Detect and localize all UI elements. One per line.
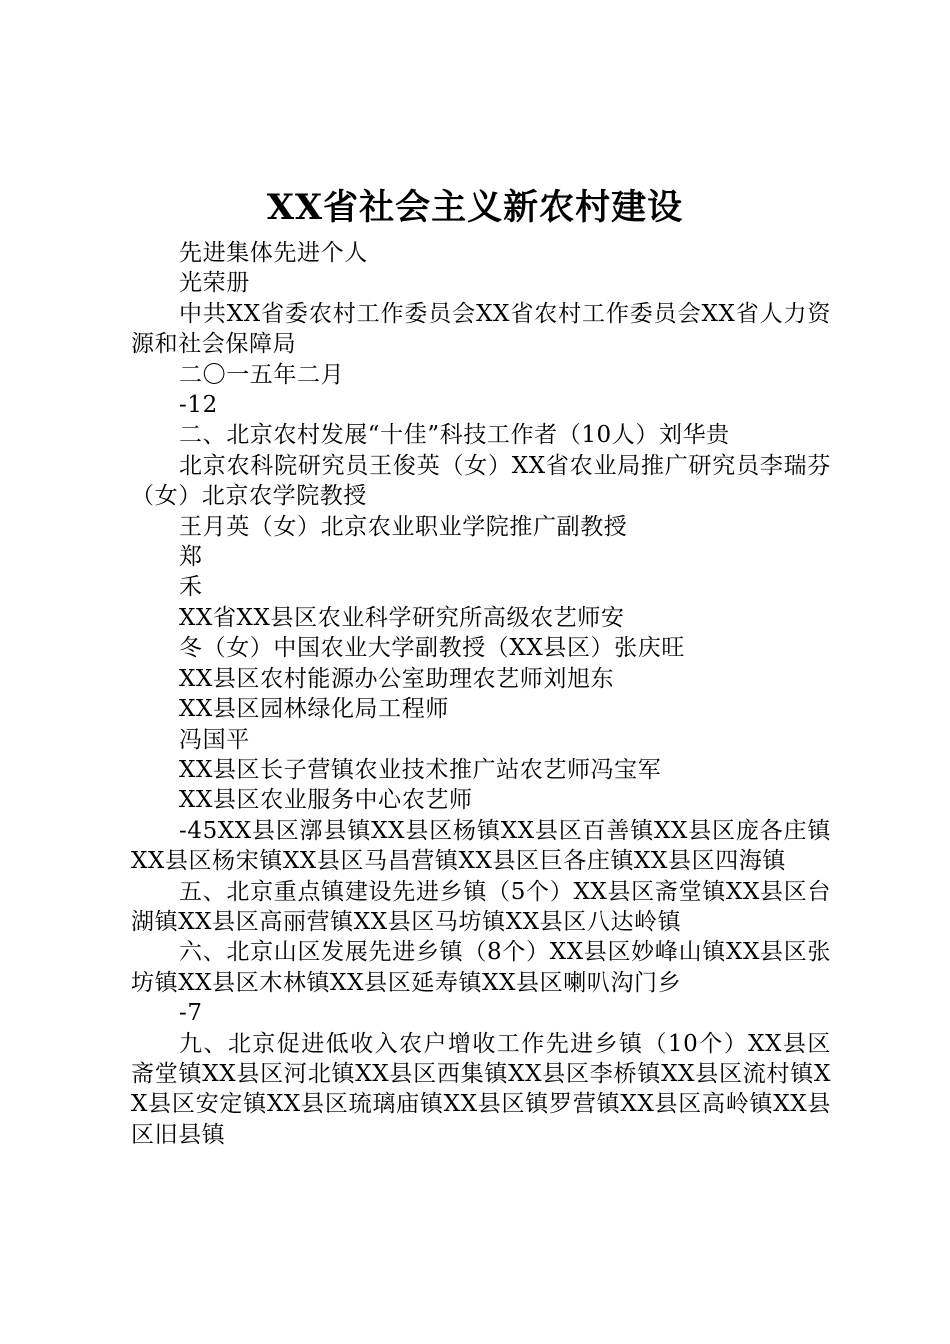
paragraph: 中共XX省委农村工作委员会XX省农村工作委员会XX省人力资源和社会保障局 (131, 300, 831, 358)
paragraph: -45XX县区漷县镇XX县区杨镇XX县区百善镇XX县区庞各庄镇XX县区杨宋镇XX县区马昌营镇XX县区巨各庄镇XX县区四海镇 (131, 817, 831, 875)
paragraph: 九、北京促进低收入农户增收工作先进乡镇（10个）XX县区斋堂镇XX县区河北镇XX县区西集镇XX县区李桥镇XX县区流村镇XX县区安定镇XX县区琉璃庙镇XX县区镇罗营镇XX县区高岭镇XX县区旧县镇 (131, 1030, 831, 1148)
paragraph: XX县区长子营镇农业技术推广站农艺师冯宝军 (179, 756, 662, 783)
paragraph: 北京农科院研究员王俊英（女）XX省农业局推广研究员李瑞芬（女）北京农学院教授 (131, 452, 831, 510)
document-body (131, 238, 831, 1150)
paragraph: 郑 (179, 544, 203, 571)
paragraph: 先进集体先进个人 (179, 240, 368, 266)
paragraph: 六、北京山区发展先进乡镇（8个）XX县区妙峰山镇XX县区张坊镇XX县区木林镇XX县区延寿镇XX县区喇叭沟门乡 (131, 939, 831, 996)
paragraph: 二〇一五年二月 (179, 361, 345, 388)
paragraph: XX县区农村能源办公室助理农艺师刘旭东 (179, 665, 615, 692)
paragraph: XX省XX县区农业科学研究所高级农艺师安 (179, 604, 625, 631)
paragraph: -7 (179, 1000, 203, 1027)
paragraph: 二、北京农村发展“十佳”科技工作者（10人）刘华贵 (179, 422, 730, 449)
document-title: XX省社会主义新农村建设 (266, 187, 684, 228)
paragraph: XX县区园林绿化局工程师 (179, 696, 449, 723)
paragraph: 禾 (179, 574, 203, 601)
paragraph: 五、北京重点镇建设先进乡镇（5个）XX县区斋堂镇XX县区台湖镇XX县区高丽营镇XX县区马坊镇XX县区八达岭镇 (131, 878, 831, 935)
paragraph: -12 (179, 392, 218, 419)
paragraph: 光荣册 (179, 270, 250, 297)
paragraph: 王月英（女）北京农业职业学院推广副教授 (179, 513, 628, 540)
paragraph: 冯国平 (179, 726, 250, 753)
paragraph: 冬（女）中国农业大学副教授（XX县区）张庆旺 (179, 635, 685, 662)
paragraph: XX县区农业服务中心农艺师 (179, 787, 473, 814)
